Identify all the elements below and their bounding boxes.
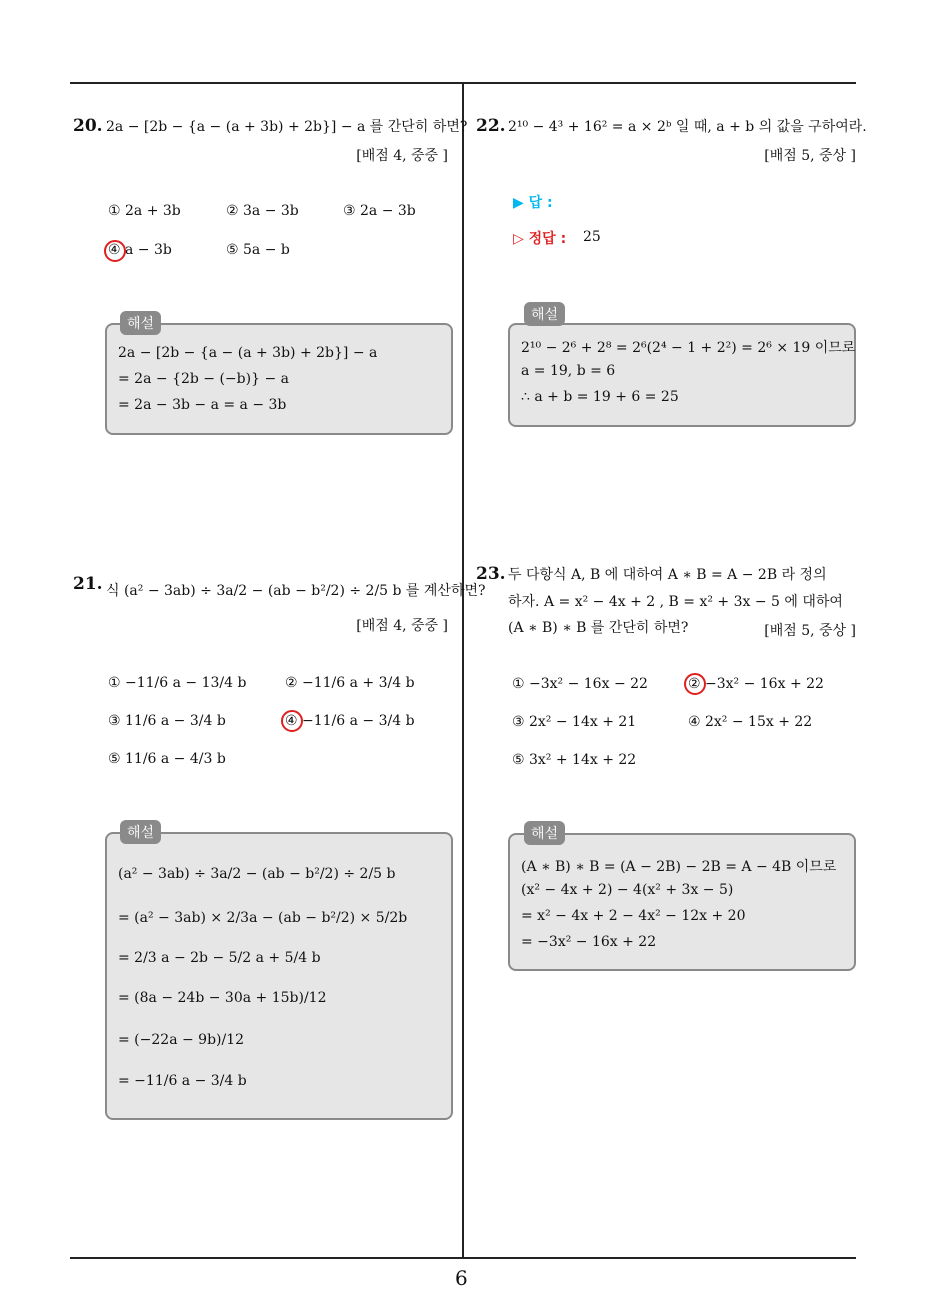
solution-line-21-1: (a² − 3ab) ÷ 3a/2 − (ab − b²/2) ÷ 2/5 b [118, 866, 396, 882]
question-meta-21: [배점 4, 중중 ] [356, 618, 448, 634]
question-text-23-line-3: (A ∗ B) ∗ B 를 간단히 하면? [508, 620, 689, 636]
option-20-5[interactable]: ⑤ 5a − b [226, 242, 290, 258]
correct-answer-label: ▷ 정답 : [513, 231, 567, 247]
solution-line-21-4: = (8a − 24b − 30a + 15b)/12 [118, 990, 327, 1006]
option-20-1[interactable]: ① 2a + 3b [108, 203, 181, 219]
question-number-23: 23. [476, 564, 506, 584]
question-text-22: 2¹⁰ − 4³ + 16² = a × 2ᵇ 일 때, a + b 의 값을 구하여라. [508, 119, 867, 135]
option-23-4[interactable]: ④ 2x² − 15x + 22 [688, 714, 813, 730]
solution-box-23 [508, 833, 856, 971]
solution-tag-20: 해설 [120, 311, 161, 335]
question-meta-20: [배점 4, 중중 ] [356, 148, 448, 164]
answer-mark-circle-23 [684, 673, 706, 695]
solution-line-23-4: = −3x² − 16x + 22 [521, 934, 657, 950]
answer-mark-circle-21 [281, 710, 303, 732]
option-20-4[interactable]: ④ a − 3b [108, 242, 172, 258]
option-20-3[interactable]: ③ 2a − 3b [343, 203, 416, 219]
option-21-1[interactable]: ① −11/6 a − 13/4 b [108, 675, 247, 691]
solution-line-22-3: ∴ a + b = 19 + 6 = 25 [521, 389, 679, 405]
correct-answer-value: 25 [583, 229, 601, 245]
solution-line-20-3: = 2a − 3b − a = a − 3b [118, 397, 287, 413]
solution-tag-21: 해설 [120, 820, 161, 844]
question-number-20: 20. [73, 116, 103, 136]
solution-line-21-3: = 2/3 a − 2b − 5/2 a + 5/4 b [118, 950, 321, 966]
option-23-3[interactable]: ③ 2x² − 14x + 21 [512, 714, 637, 730]
solution-line-20-2: = 2a − {2b − (−b)} − a [118, 371, 289, 387]
answer-mark-circle-20 [104, 240, 126, 262]
solution-tag-22: 해설 [524, 302, 565, 326]
solution-line-21-5: = (−22a − 9b)/12 [118, 1032, 245, 1048]
answer-label: ▶ 답 : [513, 195, 553, 211]
solution-line-23-1: (A ∗ B) ∗ B = (A − 2B) − 2B = A − 4B 이므로 [521, 859, 837, 875]
solution-tag-23: 해설 [524, 821, 565, 845]
question-meta-23: [배점 5, 중상 ] [764, 623, 856, 639]
option-23-2[interactable]: ② −3x² − 16x + 22 [688, 676, 824, 692]
option-20-2[interactable]: ② 3a − 3b [226, 203, 299, 219]
question-meta-22: [배점 5, 중상 ] [764, 148, 856, 164]
solution-line-22-2: a = 19, b = 6 [521, 363, 616, 379]
solution-line-20-1: 2a − [2b − {a − (a + 3b) + 2b}] − a [118, 345, 378, 361]
question-text-21: 식 (a² − 3ab) ÷ 3a/2 − (ab − b²/2) ÷ 2/5 b 를 계산하면? [106, 583, 486, 599]
page-number: 6 [455, 1266, 468, 1290]
bottom-rule [70, 1257, 856, 1259]
solution-line-23-3: = x² − 4x + 2 − 4x² − 12x + 20 [521, 908, 746, 924]
option-21-5[interactable]: ⑤ 11/6 a − 4/3 b [108, 751, 226, 767]
option-23-1[interactable]: ① −3x² − 16x − 22 [512, 676, 648, 692]
solution-line-21-2: = (a² − 3ab) × 2/3a − (ab − b²/2) × 5/2b [118, 910, 408, 926]
question-number-22: 22. [476, 116, 506, 136]
column-divider [462, 84, 464, 1258]
solution-line-23-2: (x² − 4x + 2) − 4(x² + 3x − 5) [521, 882, 734, 898]
option-21-4[interactable]: ④ −11/6 a − 3/4 b [285, 713, 415, 729]
question-text-23-line-1: 두 다항식 A, B 에 대하여 A ∗ B = A − 2B 라 정의 [508, 567, 827, 583]
question-number-21: 21. [73, 574, 103, 594]
solution-line-22-1: 2¹⁰ − 2⁶ + 2⁸ = 2⁶(2⁴ − 1 + 2²) = 2⁶ × 19 이므로 [521, 340, 856, 356]
option-21-2[interactable]: ② −11/6 a + 3/4 b [285, 675, 415, 691]
solution-line-21-6: = −11/6 a − 3/4 b [118, 1073, 247, 1089]
option-23-5[interactable]: ⑤ 3x² + 14x + 22 [512, 752, 637, 768]
question-text-23-line-2: 하자. A = x² − 4x + 2 , B = x² + 3x − 5 에 대하여 [508, 594, 843, 610]
option-21-3[interactable]: ③ 11/6 a − 3/4 b [108, 713, 226, 729]
question-text-20: 2a − [2b − {a − (a + 3b) + 2b}] − a 를 간단히 하면? [106, 119, 468, 135]
